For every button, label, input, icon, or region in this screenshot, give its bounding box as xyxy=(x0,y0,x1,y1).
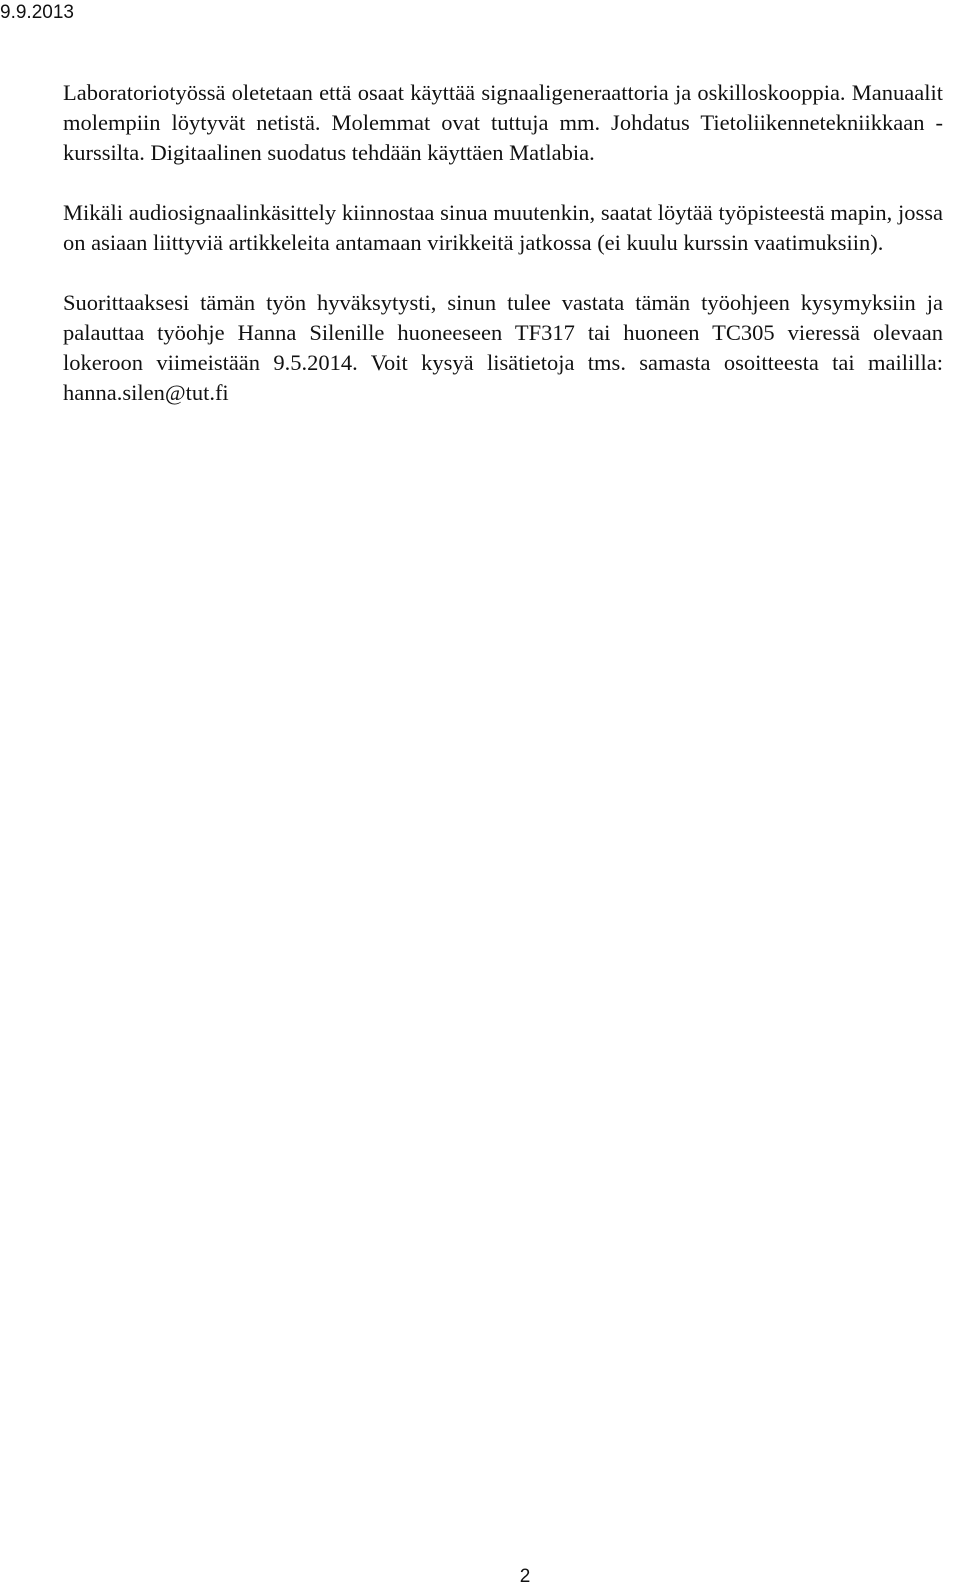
paragraph-lab-prerequisites: Laboratoriotyössä oletetaan että osaat käyttää signaaligeneraattoria ja oskilloskooppia. Manuaalit molempiin löytyvät netistä. Molemmat ovat tuttuja mm. Johdatus Tietoliikennetekniikkaan -kurssilta. Digitaalinen suodatus tehdään käyttäen Matlabia. xyxy=(63,80,943,165)
paragraph-submission-instructions: Suorittaaksesi tämän työn hyväksytysti, sinun tulee vastata tämän työohjeen kysymyksiin ja palauttaa työohje Hanna Silenille huoneeseen TF317 tai huoneen TC305 vieressä olevaan lokeroon viimeistään 9.5.2014. Voit kysyä lisätietoja tms. samasta osoitteesta tai maililla: hanna.silen@tut.fi xyxy=(63,290,943,405)
page-number: 2 xyxy=(519,1566,531,1587)
header-date: 9.9.2013 xyxy=(0,2,74,23)
paragraph-audio-processing: Mikäli audiosignaalinkäsittely kiinnostaa sinua muutenkin, saatat löytää työpisteestä mapin, jossa on asiaan liittyviä artikkeleita antamaan virikkeitä jatkossa (ei kuulu kurssin vaatimuksiin). xyxy=(63,200,943,255)
document-body xyxy=(63,78,943,438)
